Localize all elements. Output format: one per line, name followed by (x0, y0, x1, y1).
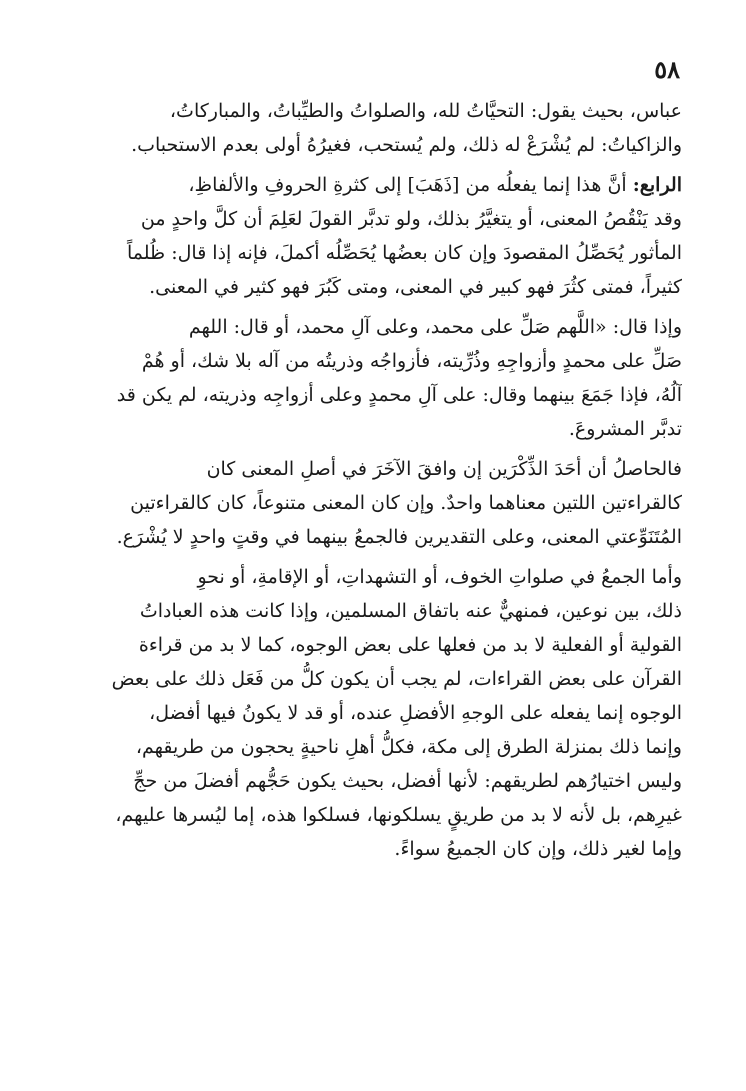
text-line: وقد يَنْقُصُ المعنى، أو يتغيَّرُ بذلك، ولو تدبَّر القولَ لعَلِمَ أن كلَّ واحدٍ من (140, 208, 682, 230)
text-line: وإما لغير ذلك، وإن كان الجميعُ سواءً. (394, 838, 682, 860)
text-line: وإذا قال: «اللَّهم صَلِّ على محمد، وعلى آلِ محمد، أو قال: اللهم (188, 316, 682, 338)
paragraph-4 (60, 452, 682, 554)
text-line-with-lead (60, 168, 682, 202)
text-line: الوجوه إنما يفعله على الوجهِ الأفضلِ عنده، أو قد لا يكونُ فيها أفضل، (149, 702, 682, 724)
paragraph-5 (60, 560, 682, 866)
text-line: وليس اختيارُهم لطريقهم: لأنها أفضل، بحيث يكون حَجُّهم أفضلَ من حجِّ (133, 770, 682, 792)
text-line: القرآن على بعض القراءات، لم يجب أن يكون كلُّ من فَعَل ذلك على بعض (111, 668, 682, 690)
paragraph-lead-heading: الرابع: (632, 174, 682, 196)
body-text (60, 94, 682, 872)
paragraph-3 (60, 310, 682, 446)
text-line: المأثور يُحَصِّلُ المقصودَ وإن كان بعضُها يُحَصِّلُه أكملَ، فإنه إذا قال: ظُلماً (126, 242, 682, 264)
text-line: وإنما ذلك بمنزلة الطرق إلى مكة، فكلُّ أهلِ ناحيةٍ يحجون من طريقهم، (135, 736, 682, 758)
text-line: وأما الجمعُ في صلواتِ الخوف، أو التشهداتِ، أو الإقامةِ، أو نحوِ (197, 566, 682, 588)
text-line: كثيراً، فمتى كثُرَ فهو كبير في المعنى، ومتى كَبُرَ فهو كثير في المعنى. (149, 276, 682, 298)
text-line: والزاكياتُ: لم يُشْرَعْ له ذلك، ولم يُستحب، فغيرُهُ أولى بعدم الاستحباب. (131, 134, 682, 156)
paragraph-2 (60, 168, 682, 304)
text-line: ذلك، بين نوعين، فمنهيٌّ عنه باتفاق المسلمين، وإذا كانت هذه العباداتُ (139, 600, 682, 622)
page-number: ٥٨ (654, 55, 680, 84)
paragraph-1 (60, 94, 682, 162)
text-line: القولية أو الفعلية لا بد من فعلها على بعض الوجوه، كما لا بد من قراءة (138, 634, 682, 656)
text-line-rest: أنَّ هذا إنما يفعلُه من [ذَهَبَ] إلى كثرةِ الحروفِ والألفاظِ، (188, 174, 633, 196)
text-line: عباس، بحيث يقول: التحيَّاتُ لله، والصلواتُ والطيِّباتُ، والمباركاتُ، (169, 100, 682, 122)
text-line: كالقراءتين اللتين معناهما واحدٌ. وإن كان المعنى متنوعاً، كان كالقراءتين (130, 492, 682, 514)
text-line: تدبَّر المشروعَ. (568, 418, 682, 440)
text-line: فالحاصلُ أن أحَدَ الذِّكْرَين إن وافقَ الآخَرَ في أصلِ المعنى كان (206, 458, 682, 480)
text-line: صَلِّ على محمدٍ وأزواجِهِ وذُرِّيته، فأزواجُه وذريتُه من آله بلا شك، أو هُمْ (141, 350, 682, 372)
text-line: آلُهُ، فإذا جَمَعَ بينهما وقال: على آلِ محمدٍ وعلى أزواجِه وذريته، لم يكن قد (116, 384, 682, 406)
text-line: غيرِهم، بل لأنه لا بد من طريقٍ يسلكونها، فسلكوا هذه، إما ليُسرها عليهم، (115, 804, 682, 826)
text-line: المُتَنَوِّعتي المعنى، وعلى التقديرين فالجمعُ بينهما في وقتٍ واحدٍ لا يُشْرَع. (116, 526, 682, 548)
